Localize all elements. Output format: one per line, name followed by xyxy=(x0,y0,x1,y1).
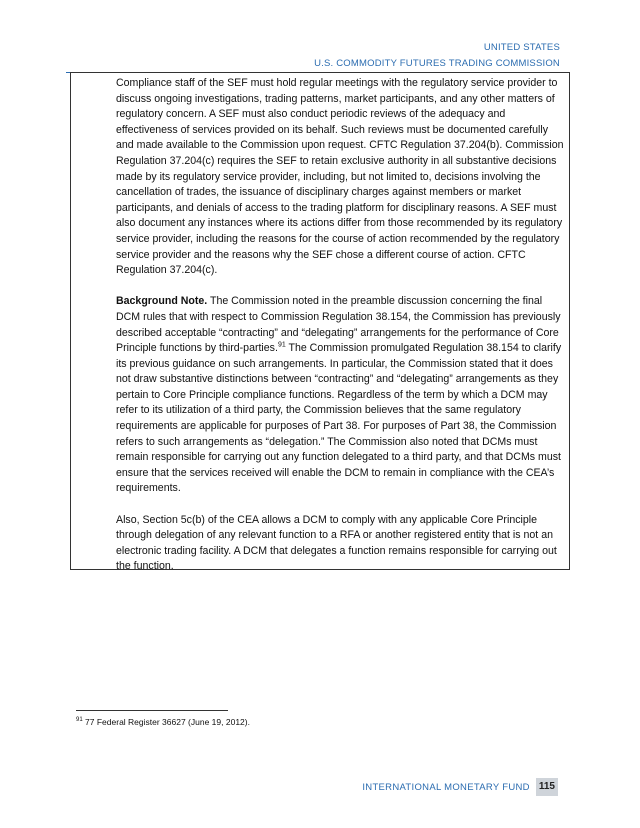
page-footer xyxy=(362,778,558,796)
header-agency: U.S. COMMODITY FUTURES TRADING COMMISSION xyxy=(314,58,560,69)
footnote-text: 77 Federal Register 36627 (June 19, 2012). xyxy=(82,717,250,727)
footnote-divider xyxy=(76,710,228,711)
footnote-reference[interactable]: 91 xyxy=(277,341,286,349)
header-country: UNITED STATES xyxy=(483,42,560,53)
body-text xyxy=(116,76,566,591)
background-text-a: The Commission noted in the preamble discussion concerning the final DCM rules that with respect to Commission Regulation 38.154, the Commission has previously described acceptable “contracting” and “delegating” arrangements for the performance of Core Principle functions by third-parties. xyxy=(116,295,561,355)
page-header xyxy=(314,40,560,72)
footer-org: INTERNATIONAL MONETARY FUND xyxy=(362,781,530,793)
paragraph-background xyxy=(116,294,566,497)
background-text-b: The Commission promulgated Regulation 38.154 to clarify its previous guidance on such arrangements. In particular, the Commission stated that it does not draw substantive distinctions between “contracting” and “delegating” arrangements as they pertain to Core Principle compliance functions. Regardless of the term by which a DCM may refer to its utilization of a third party, the Commission believes that the same regulatory requirements are applicable for purposes of Part 38. For purposes of Part 38, the Commission refers to such arrangements as “delegation.” The Commission also noted that DCMs must remain responsible for carrying out any function delegated to a third party, and that DCMs must ensure that the services received will enable the DCM to remain in compliance with the CEA’s requirements. xyxy=(116,342,562,495)
page-number: 115 xyxy=(536,778,558,796)
footnote-number: 91 xyxy=(76,717,83,724)
footnote xyxy=(76,716,250,728)
background-note-label: Background Note. xyxy=(116,295,208,308)
paragraph-compliance: Compliance staff of the SEF must hold regular meetings with the regulatory service provider to discuss ongoing investigations, trading patterns, market participants, and any other matters of regulatory concern. A SEF must also conduct periodic reviews of the adequacy and effectiveness of services provided on its behalf. Such reviews must be documented carefully and made available to the Commission upon request. CFTC Regulation 37.204(b). Commission Regulation 37.204(c) requires the SEF to retain exclusive authority in all substantive decisions made by its regulatory service provider, including, but not limited to, decisions involving the cancellation of trades, the issuance of disciplinary charges against members or market participants, and denials of access to the trading platform for disciplinary reasons. A SEF must also document any instances where its actions differ from those recommended by its regulatory service provider, including the reasons for the course of action recommended by the regulatory service provider and the reasons why the SEF chose a different course of action. CFTC Regulation 37.204(c). xyxy=(116,77,564,277)
paragraph-section-5c: Also, Section 5c(b) of the CEA allows a DCM to comply with any applicable Core Principle through delegation of any relevant function to a RFA or another registered entity that is not an electronic trading facility. A DCM that delegates a function remains responsible for carrying out the function. xyxy=(116,513,557,573)
